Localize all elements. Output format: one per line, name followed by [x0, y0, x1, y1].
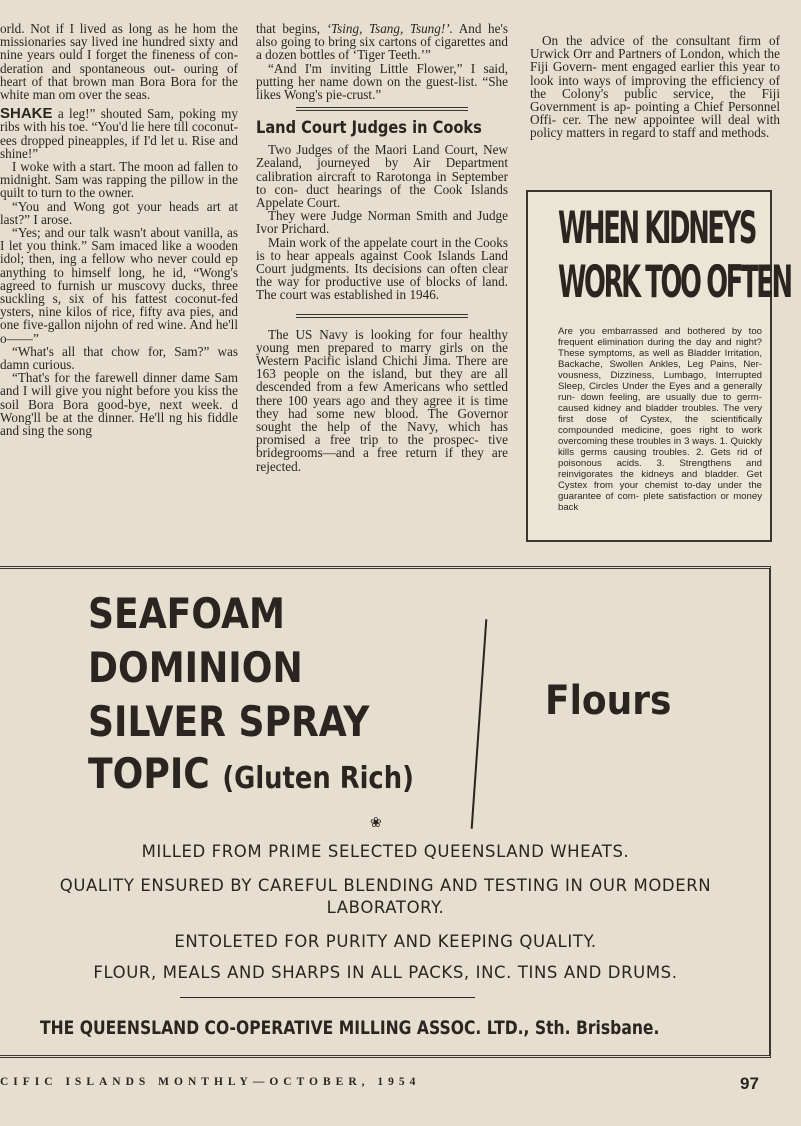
song-title: ‘Tsing, Tsang, Tsung!’. — [326, 21, 453, 36]
slanted-divider — [471, 619, 488, 829]
product-title: Flours — [545, 678, 672, 724]
ad-tagline: MILLED FROM PRIME SELECTED QUEENSLAND WHEATS. — [141, 842, 630, 861]
ad-tagline: LABORATORY. — [326, 898, 445, 917]
flour-advertisement — [0, 566, 771, 1058]
page-footer — [0, 1072, 801, 1096]
company-name: THE QUEENSLAND CO-OPERATIVE MILLING ASSOC. LTD., Sth. Brisbane. — [40, 1017, 660, 1039]
ad-body-text: Are you embarrassed and bothered by too frequent elimination during the day and night? These symptoms, as well as Bladder Irritation, Backache, Swollen Ankles, Leg Pains, Ner- vousness, Dizziness, Lumbago, Interrupted Sleep, Circles Under the Eyes and a generally run- down feeling, are usually due to germ-caused kidney and bladder troubles. The very first dose of Cystex, the scientifically compounded medicine, goes right to work overcoming these troubles in 3 ways. 1. Quickly kills germs causing troubles. 2. Gets rid of poisonous acids. 3. Strengthens and reinvigorates the kidneys and bladder. Get Cystex from your chemist to-day under the guarantee of com- plete satisfaction or money back — [558, 326, 762, 513]
divider — [180, 997, 475, 998]
paragraph: “Yes; and our talk wasn't about vanilla, as I let you think.” Sam imaced like a wooden idol; then, ing a fellow who never could ep anything to himself long, he id, “Wong's agreed to furnish ur muscovy ducks, three suckling s, six of his fattest coconut-fed ysters, nine kilos of rice, fifty ava pies, and one five-gallon nijohn of red wine. And he'll o——” — [0, 225, 238, 346]
publication-running-title: CIFIC ISLANDS MONTHLY—OCTOBER, 1954 — [0, 1076, 421, 1088]
paragraph: They were Judge Norman Smith and Judge Ivor Prichard. — [256, 208, 508, 237]
ad-headline: WORK TOO OFTEN — [558, 255, 791, 308]
paragraph: On the advice of the consultant firm of Urwick Orr and Partners of London, which the Fiji Govern- ment engaged earlier this year to look into ways of improving the efficiency of the Colony's public service, the Fiji Government is ap- pointing a Chief Personnel Offi- cer. The new appointee will deal with policy matters in regard to staff and methods. — [530, 33, 780, 141]
brand-name: SEAFOAM — [88, 589, 285, 638]
article-column-3 — [530, 34, 780, 140]
paragraph-text: And he's also going to bring six cartons of cigarettes and a dozen bottles of ‘Tiger Teeth.’” — [256, 21, 508, 63]
drop-cap-word: SHAKE — [0, 105, 53, 123]
paragraph: The US Navy is looking for four healthy young men prepared to marry girls on the Western Pacific island Chichi Jima. There are 163 people on the island, but they are all descended from a few Americans who settled there 100 years ago and they agree it is time they had some new blood. The Governor sought the help of the Navy, which has promised a free trip to the prospec- tive bridegrooms—and a free return if they are rejected. — [256, 326, 508, 474]
paragraph: I woke with a start. The moon ad fallen to midnight. Sam was rapping the pillow in the quilt to turn to the owner. — [0, 159, 238, 201]
ad-tagline: ENTOLETED FOR PURITY AND KEEPING QUALITY. — [174, 932, 597, 951]
paragraph: Two Judges of the Maori Land Court, New Zealand, journeyed by Air Department calibration aircraft to Rarotonga in September to con- duct hearings of the Cook Islands Appelate Court. — [256, 142, 508, 211]
ad-tagline: FLOUR, MEALS AND SHARPS IN ALL PACKS, INC. TINS AND DRUMS. — [93, 963, 678, 982]
cystex-advertisement — [526, 190, 791, 542]
page-number: 97 — [740, 1074, 759, 1093]
section-divider — [296, 314, 468, 318]
brand-name — [88, 749, 414, 804]
paragraph — [0, 107, 238, 160]
brand-qualifier: (Gluten Rich) — [222, 761, 414, 796]
paragraph: “And I'm inviting Little Flower,” I said, putting her name down on the guest-list. “She likes Wong's pie-crust.” — [256, 60, 508, 103]
article-column-1 — [0, 22, 238, 437]
paragraph: “You and Wong got your heads art at last?” I arose. — [0, 198, 238, 227]
article-headline: Land Court Judges in Cooks — [256, 118, 482, 139]
ornament-icon: ❀ — [370, 816, 382, 831]
paragraph: “What's all that chow for, Sam?” was damn curious. — [0, 343, 238, 373]
paragraph-text: a leg!” shouted Sam, poking my ribs with his toe. “You'd lie here till coconut- ees dropped pineapples, if I'd let u. Rise and shine!” — [0, 106, 238, 161]
paragraph: Main work of the appelate court in the Cooks is to hear appeals against Cook Islands Land Court judgments. Its decisions can often clear the way for productive use of blocks of land. The court was established in 1946. — [256, 234, 508, 303]
brand-name: SILVER SPRAY — [88, 697, 370, 746]
paragraph: “That's for the farewell dinner dame Sam and I will give you night before you kiss the soil Bora Bora good-bye, next week. d Wong'll be at the dinner. He'll ng his fiddle and sing the song — [0, 370, 238, 439]
section-divider — [296, 107, 468, 111]
ad-tagline: QUALITY ENSURED BY CAREFUL BLENDING AND TESTING IN OUR MODERN — [59, 876, 712, 895]
paragraph — [256, 22, 508, 62]
paragraph-text: that begins, — [256, 21, 327, 36]
ad-headline: WHEN KIDNEYS — [558, 201, 756, 254]
brand-name-text: TOPIC — [88, 749, 210, 798]
brand-name: DOMINION — [88, 643, 303, 692]
article-column-2 — [256, 22, 508, 473]
paragraph: orld. Not if I lived as long as he hom the missionaries say lived ine hundred sixty and nine years ould I forget the fineness of con- deration and spontaneous out- ouring of heart of that brown man Bora Bora for the white man om over the seas. — [0, 21, 238, 103]
